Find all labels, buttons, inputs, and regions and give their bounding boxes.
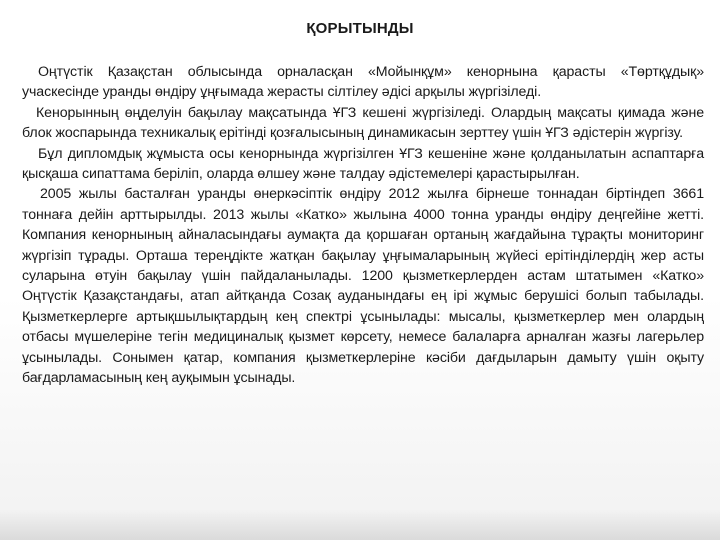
page-title: ҚОРЫТЫНДЫ bbox=[306, 20, 414, 37]
paragraph-intro: Оңтүстік Қазақстан облысында орналасқан «Мойынқұм» кенорнына қарасты «Төртқұдық» учаскесінде уранды өндіру ұңғымада жерасты сілтілеу әдісі арқылы жүргізіледі. bbox=[22, 64, 704, 101]
document-body bbox=[22, 62, 704, 389]
paragraph-monitoring: Кенорынның өңделуін бақылау мақсатында ҰГЗ кешені жүргізіледі. Олардың мақсаты қимада және блок жоспарында техникалық ерітінді қозғалысының динамикасын зерттеу үшін ҰГЗ әдістерін жүргізу. bbox=[22, 104, 704, 142]
paragraph-company-info: 2005 жылы басталған уранды өнеркәсіптік өндіру 2012 жылға бірнеше тоннадан біртіндеп 3661 тоннаға дейін арттырылды. 2013 жылы «Катко» жылына 4000 тонна уранды өндіру деңгейіне жетті. Компания кенорнының айналасындағы аумақта да қоршаған ортаның жағдайына тұрақты мониторинг жүргізіп тұрады. Орташа тереңдікте жатқан бақылау ұңғымаларының жүйесі ерітінділердің жер асты суларына өтуін бақылау үшін пайдаланылады. 1200 қызметкерлерден астам штатымен «Катко» Оңтүстік Қазақстандағы, атап айтқанда Созақ ауданындағы ең ірі жұмыс берушісі болып табылады. Қызметкерлерге артықшылықтардың кең спектрі ұсынылады: мысалы, қызметкерлер мен олардың отбасы мүшелеріне тегін медициналық қызмет көрсету, немесе балаларға арналған жазғы лагерьлер ұсынылады. Сонымен қатар, компания қызметкерлеріне кәсіби дағдыларын дамыту үшін оқыту бағдарламасының кең ауқымын ұсынады. bbox=[22, 186, 704, 387]
page-bottom-shadow bbox=[0, 510, 720, 540]
paragraph-diploma-work: Бұл дипломдық жұмыста осы кенорнында жүргізілген ҰГЗ кешеніне және қолданылатын аспаптарға қысқаша сипаттама беріліп, оларда өлшеу және талдау әдістемелері қарастырылған. bbox=[22, 145, 704, 183]
